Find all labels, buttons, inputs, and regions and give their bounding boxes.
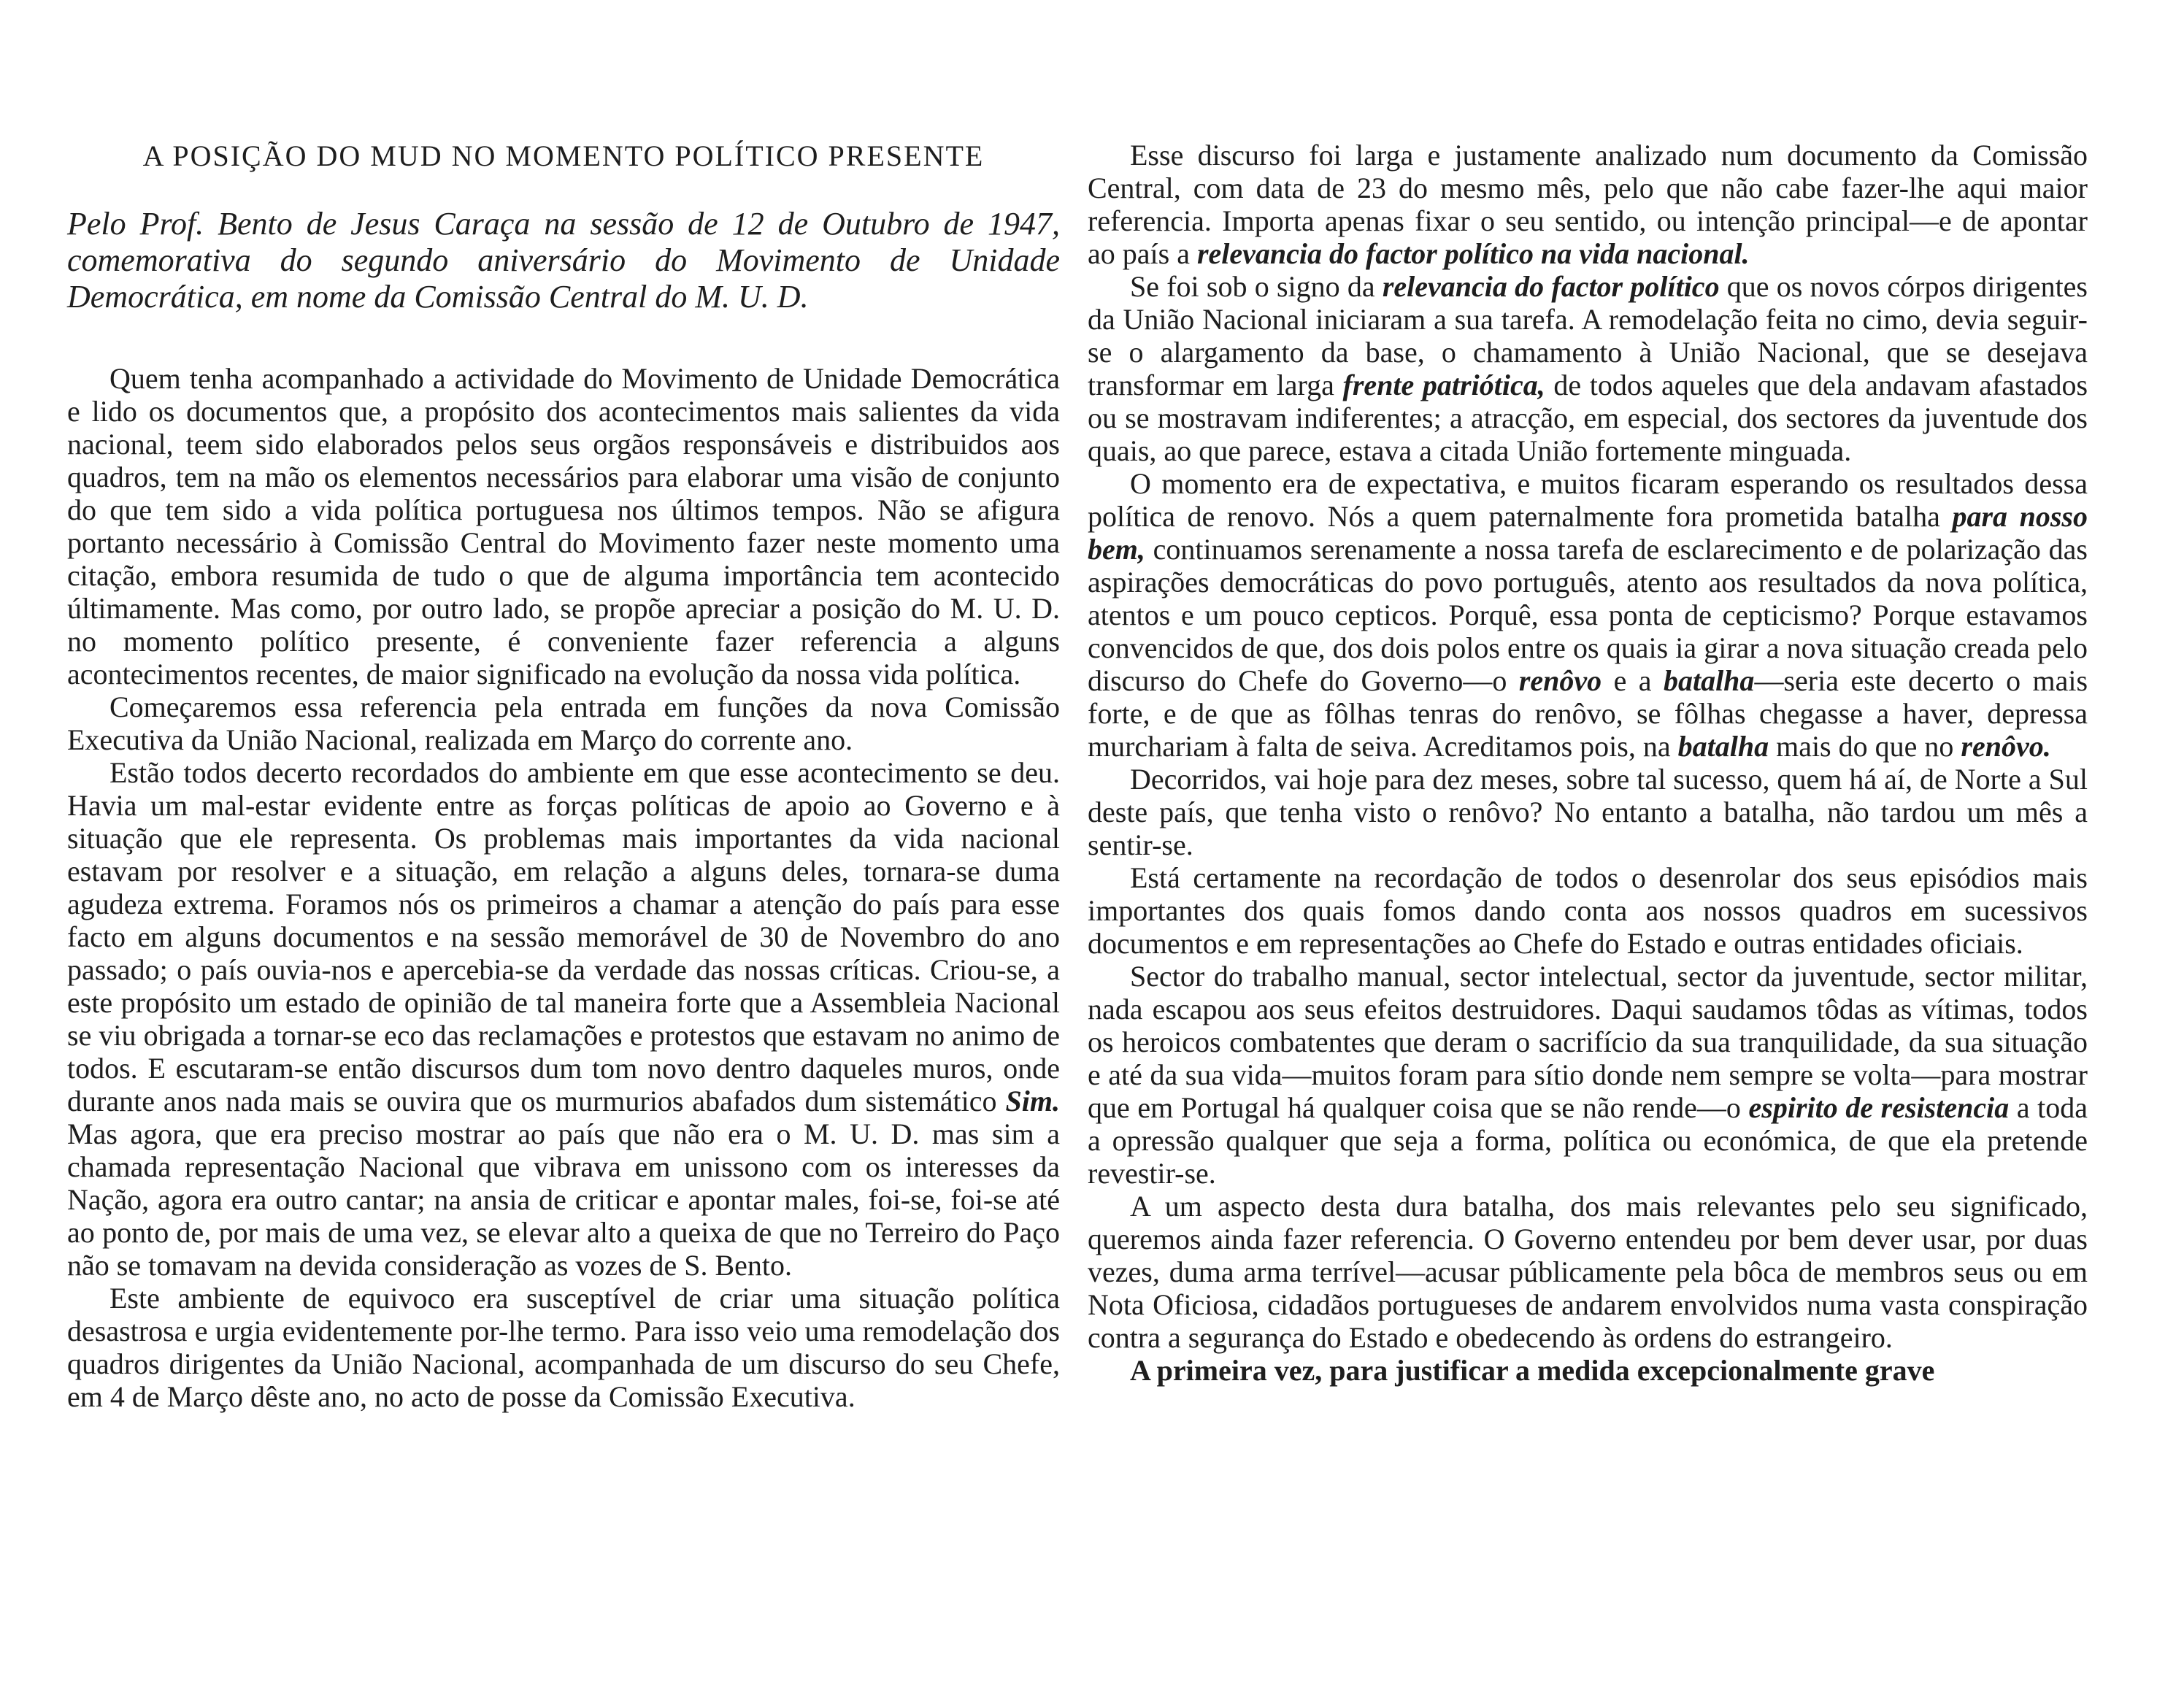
paragraph: A um aspecto desta dura batalha, dos mais relevantes pelo seu significado, queremos ainda fazer referencia. O Governo entendeu por bem dever usar, por duas vezes, duma arma terrível—acusar públicamente pela bôca de membros seus ou em Nota Oficiosa, cidadãos portugueses de andarem envolvidos numa vasta conspiração contra a segurança do Estado e obedecendo às ordens do estrangeiro. bbox=[1088, 1190, 2088, 1354]
emphasis: relevancia do factor político na vida nacional. bbox=[1196, 237, 1750, 270]
emphasis: frente patriótica, bbox=[1342, 369, 1545, 401]
emphasis: para nosso bem, bbox=[1088, 500, 2088, 566]
emphasis: batalha bbox=[1677, 730, 1769, 763]
paragraph: Está certamente na recordação de todos o desenrolar dos seus episódios mais importantes dos quais fomos dando conta aos nossos quadros em sucessivos documentos e em representações ao Chefe do Estado e outras entidades oficiais. bbox=[1088, 861, 2088, 960]
article-subtitle: Pelo Prof. Bento de Jesus Caraça na sessão de 12 de Outubro de 1947, comemorativa do segundo aniversário do Movimento de Unidade Democrática, em nome da Comissão Central do M. U. D. bbox=[67, 206, 1060, 315]
paragraph: Esse discurso foi larga e justamente analizado num documento da Comissão Central, com data de 23 do mesmo mês, pelo que não cabe fazer-lhe aqui maior referencia. Importa apenas fixar o seu sentido, ou intenção principal—e de apontar ao país a relevancia do factor político na vida nacional. bbox=[1088, 139, 2088, 270]
emphasis: relevancia do factor político bbox=[1382, 270, 1720, 303]
left-column bbox=[67, 139, 1060, 1413]
emphasis: espirito de resistencia bbox=[1748, 1091, 2010, 1124]
article-title: A POSIÇÃO DO MUD NO MOMENTO POLÍTICO PRESENTE bbox=[142, 139, 985, 172]
paragraph: Quem tenha acompanhado a actividade do Movimento de Unidade Democrática e lido os documentos que, a propósito dos acontecimentos mais salientes da vida nacional, teem sido elaborados pelos seus orgãos responsáveis e distribuidos aos quadros, tem na mão os elementos necessários para elaborar uma visão de conjunto do que tem sido a vida política portuguesa nos últimos tempos. Não se afigura portanto necessário à Comissão Central do Movimento fazer neste momento uma citação, embora resumida de tudo o que de alguma importância tem acontecido últimamente. Mas como, por outro lado, se propõe apreciar a posição do M. U. D. no momento político presente, é conveniente fazer referencia a alguns acontecimentos recentes, de maior significado na evolução da nossa vida política. bbox=[67, 362, 1060, 690]
paragraph: Sector do trabalho manual, sector intelectual, sector da juventude, sector militar, nada escapou aos seus efeitos destruidores. Daqui saudamos tôdas as vítimas, todos os heroicos combatentes que deram o sacrifício da sua tranquilidade, da sua situação e até da sua vida—muitos foram para sítio donde nem sempre se volta—para mostrar que em Portugal há qualquer coisa que se não rende—o espirito de resistencia a toda a opressão qualquer que seja a forma, política ou económica, de que ela pretende revestir-se. bbox=[1088, 960, 2088, 1190]
paragraph: Se foi sob o signo da relevancia do factor político que os novos córpos dirigentes da União Nacional iniciaram a sua tarefa. A remodelação feita no cimo, devia seguir-se o alargamento da base, o chamamento à União Nacional, que se desejava transformar em larga frente patriótica, de todos aqueles que dela andavam afastados ou se mostravam indiferentes; a atracção, em especial, dos sectores da juventude dos quais, ao que parece, estava a citada União fortemente minguada. bbox=[1088, 270, 2088, 467]
emphasis: batalha bbox=[1663, 664, 1755, 697]
emphasis: renôvo bbox=[1518, 664, 1602, 697]
right-column bbox=[1088, 139, 2088, 1387]
paragraph: O momento era de expectativa, e muitos ficaram esperando os resultados dessa política de renovo. Nós a quem paternalmente fora prometida batalha para nosso bem, continuamos serenamente a nossa tarefa de esclarecimento e de polarização das aspirações democráticas do povo português, atento aos resultados da nova política, atentos e um pouco cepticos. Porquê, essa ponta de cepticismo? Porque estavamos convencidos de que, dos dois polos entre os quais ia girar a nova situação creada pelo discurso do Chefe do Governo—o renôvo e a batalha—seria este decerto o mais forte, e de que as fôlhas tenras do renôvo, se fôlhas chegasse a haver, depressa murchariam à falta de seiva. Acreditamos pois, na batalha mais do que no renôvo. bbox=[1088, 467, 2088, 763]
emphasis: renôvo. bbox=[1961, 730, 2051, 763]
emphasis: Sim. bbox=[1005, 1085, 1060, 1117]
paragraph: A primeira vez, para justificar a medida excepcionalmente grave bbox=[1130, 1354, 1935, 1387]
paragraph: Começaremos essa referencia pela entrada em funções da nova Comissão Executiva da União Nacional, realizada em Março do corrente ano. bbox=[67, 690, 1060, 756]
paragraph: Este ambiente de equivoco era susceptível de criar uma situação política desastrosa e urgia evidentemente por-lhe termo. Para isso veio uma remodelação dos quadros dirigentes da União Nacional, acompanhada de um discurso do seu Chefe, em 4 de Março dêste ano, no acto de posse da Comissão Executiva. bbox=[67, 1282, 1060, 1413]
paragraph: Estão todos decerto recordados do ambiente em que esse acontecimento se deu. Havia um mal-estar evidente entre as forças políticas de apoio ao Governo e à situação que ele representa. Os problemas mais importantes da vida nacional estavam por resolver e a situação, em relação a alguns deles, tornara-se duma agudeza extrema. Foramos nós os primeiros a chamar a atenção do país para esse facto em alguns documentos e na sessão memorável de 30 de Novembro do ano passado; o país ouvia-nos e apercebia-se da verdade das nossas críticas. Criou-se, a este propósito um estado de opinião de tal maneira forte que a Assembleia Nacional se viu obrigada a tornar-se eco das reclamações e protestos que estavam no animo de todos. E escutaram-se então discursos dum tom novo dentro daqueles muros, onde durante anos nada mais se ouvira que os murmurios abafados dum sistemático Sim. Mas agora, que era preciso mostrar ao país que não era o M. U. D. mas sim a chamada representação Nacional que vibrava em unissono com os interesses da Nação, agora era outro cantar; na ansia de criticar e apontar males, foi-se, foi-se até ao ponto de, por mais de uma vez, se elevar alto a queixa de que no Terreiro do Paço não se tomavam na devida consideração as vozes de S. Bento. bbox=[67, 756, 1060, 1282]
paragraph: Decorridos, vai hoje para dez meses, sobre tal sucesso, quem há aí, de Norte a Sul deste país, que tenha visto o renôvo? No entanto a batalha, não tardou um mês a sentir-se. bbox=[1088, 763, 2088, 861]
